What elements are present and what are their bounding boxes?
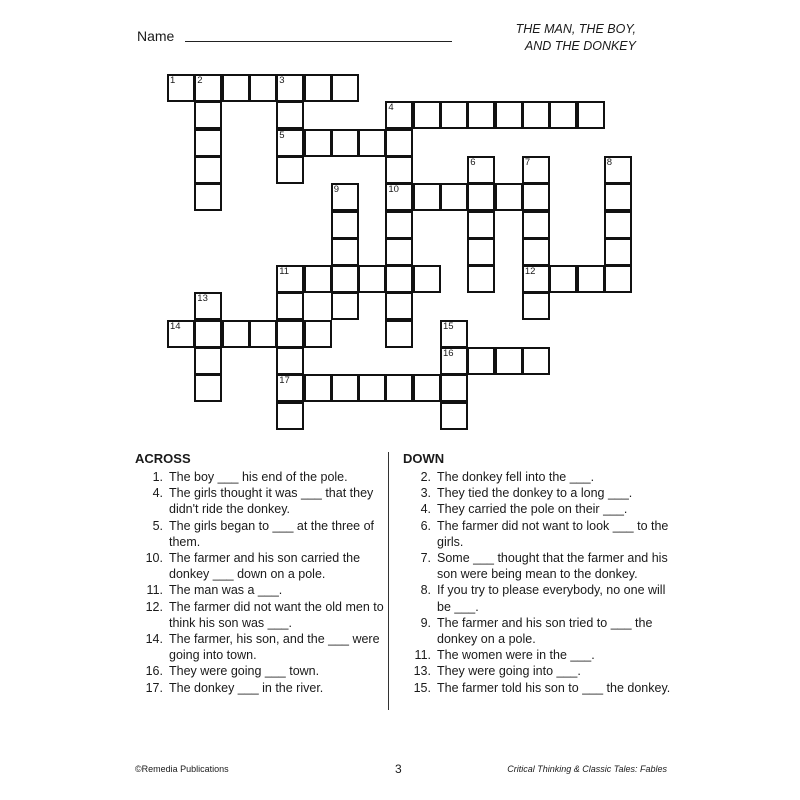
across-clue — [135, 469, 385, 485]
down-clue — [403, 501, 673, 517]
down-clue — [403, 615, 673, 647]
grid-cell[interactable] — [194, 74, 222, 102]
grid-cell[interactable] — [194, 292, 222, 320]
clue-text: They tied the donkey to a long ___. — [437, 486, 633, 501]
down-clue — [403, 469, 673, 485]
grid-cell[interactable] — [522, 183, 550, 211]
grid-cell[interactable] — [358, 129, 386, 157]
grid-cell[interactable] — [577, 265, 605, 293]
clue-number: 4 — [388, 102, 394, 114]
clue-num: 11. — [414, 648, 431, 663]
down-clue — [403, 647, 673, 663]
grid-cell[interactable] — [385, 292, 413, 320]
grid-cell[interactable] — [194, 129, 222, 157]
grid-cell[interactable] — [331, 74, 359, 102]
grid-cell[interactable] — [331, 183, 359, 211]
grid-cell[interactable] — [385, 211, 413, 239]
grid-cell[interactable] — [467, 101, 495, 129]
grid-cell[interactable] — [495, 101, 523, 129]
clue-num: 6. — [420, 518, 431, 533]
across-clue — [135, 599, 385, 631]
grid-cell[interactable] — [577, 101, 605, 129]
grid-cell[interactable] — [276, 292, 304, 320]
down-clues — [403, 450, 673, 696]
clue-number: 1 — [170, 75, 176, 86]
clue-number: 15 — [443, 320, 454, 332]
grid-cell[interactable] — [276, 156, 304, 184]
grid-cell[interactable] — [522, 265, 550, 293]
grid-cell[interactable] — [249, 320, 277, 348]
across-heading: ACROSS — [135, 451, 191, 466]
clue-num: 14. — [145, 632, 163, 647]
clue-number: 7 — [524, 156, 531, 168]
grid-cell[interactable] — [522, 238, 550, 266]
grid-cell[interactable] — [304, 374, 332, 402]
clue-num: 2. — [420, 470, 431, 484]
clue-number: 3 — [279, 75, 285, 86]
grid-cell[interactable] — [440, 402, 468, 430]
grid-cell[interactable] — [522, 347, 550, 375]
clue-text: The farmer did not want to look ___ to the girls. — [437, 518, 669, 549]
clue-num: 5. — [152, 518, 163, 533]
across-clues — [135, 450, 385, 696]
grid-cell[interactable] — [522, 101, 550, 129]
grid-cell[interactable] — [276, 374, 304, 402]
title-line-2: AND THE DONKEY — [524, 39, 636, 53]
grid-cell[interactable] — [604, 156, 632, 184]
publisher-credit: ©Remedia Publications — [135, 764, 229, 774]
down-clue — [403, 582, 673, 614]
clue-text: They were going ___ town. — [169, 664, 320, 679]
grid-cell[interactable] — [385, 156, 413, 184]
grid-cell[interactable] — [167, 320, 195, 348]
clue-number: 13 — [197, 293, 208, 305]
grid-cell[interactable] — [194, 101, 222, 129]
clue-text: Some ___ thought that the farmer and his son were being mean to the donkey. — [437, 551, 668, 582]
grid-cell[interactable] — [440, 101, 468, 129]
grid-cell[interactable] — [276, 101, 304, 129]
grid-cell[interactable] — [467, 347, 495, 375]
down-list — [403, 469, 673, 696]
down-heading: DOWN — [403, 451, 445, 466]
clue-text: The farmer, his son, and the ___ were going into town. — [169, 632, 380, 663]
grid-cell[interactable] — [385, 101, 413, 129]
across-clue — [135, 485, 385, 517]
grid-cell[interactable] — [194, 320, 222, 348]
grid-cell[interactable] — [549, 101, 577, 129]
grid-cell[interactable] — [413, 374, 441, 402]
grid-cell[interactable] — [304, 74, 332, 102]
clue-text: The man was a ___. — [169, 583, 283, 598]
grid-cell[interactable] — [331, 238, 359, 266]
clue-text: The boy ___ his end of the pole. — [169, 470, 348, 484]
grid-cell[interactable] — [222, 320, 250, 348]
clue-num: 4. — [420, 502, 431, 517]
grid-cell[interactable] — [413, 183, 441, 211]
clue-num: 16. — [145, 664, 163, 679]
across-clue — [135, 631, 385, 663]
clue-number: 2 — [197, 75, 203, 86]
grid-cell[interactable] — [495, 347, 523, 375]
grid-cell[interactable] — [549, 265, 577, 293]
grid-cell[interactable] — [495, 183, 523, 211]
clue-num: 11. — [146, 583, 163, 598]
grid-cell[interactable] — [467, 156, 495, 184]
across-clue — [135, 582, 385, 598]
clue-num: 10. — [145, 551, 163, 566]
grid-cell[interactable] — [385, 238, 413, 266]
grid-cell[interactable] — [385, 320, 413, 348]
clue-text: The donkey fell into the ___. — [437, 470, 595, 484]
grid-cell[interactable] — [167, 74, 195, 102]
grid-cell[interactable] — [222, 74, 250, 102]
grid-cell[interactable] — [385, 129, 413, 157]
grid-cell[interactable] — [304, 129, 332, 157]
name-label: Name — [137, 28, 175, 44]
clue-num: 4. — [152, 486, 163, 501]
grid-cell[interactable] — [440, 347, 468, 375]
down-clue — [403, 663, 673, 679]
grid-cell[interactable] — [604, 265, 632, 293]
grid-cell[interactable] — [440, 374, 468, 402]
grid-cell[interactable] — [331, 129, 359, 157]
clue-num: 8. — [420, 583, 431, 598]
book-title: Critical Thinking & Classic Tales: Fables — [507, 764, 667, 774]
grid-cell[interactable] — [276, 129, 304, 157]
clue-num: 13. — [413, 664, 431, 679]
clue-text: The girls began to ___ at the three of them. — [169, 518, 374, 549]
clue-num: 1. — [152, 470, 163, 484]
clue-number: 12 — [524, 266, 536, 278]
title-line-1: THE MAN, THE BOY, — [515, 22, 636, 36]
grid-cell[interactable] — [304, 265, 332, 293]
grid-cell[interactable] — [331, 292, 359, 320]
grid-cell[interactable] — [331, 265, 359, 293]
grid-cell[interactable] — [467, 183, 495, 211]
grid-cell[interactable] — [385, 183, 413, 211]
grid-cell[interactable] — [331, 211, 359, 239]
clue-number: 17 — [279, 375, 290, 387]
down-clue — [403, 680, 673, 696]
grid-cell[interactable] — [194, 183, 222, 211]
grid-cell[interactable] — [522, 292, 550, 320]
clue-text: The farmer told his son to ___ the donkey. — [437, 680, 671, 695]
clue-text: The farmer and his son carried the donkey ___ down on a pole. — [169, 551, 361, 582]
clue-text: The farmer and his son tried to ___ the donkey on a pole. — [437, 615, 653, 647]
grid-cell[interactable] — [276, 402, 304, 430]
across-clue — [135, 550, 385, 582]
clue-number: 6 — [470, 156, 476, 168]
grid-cell[interactable] — [385, 374, 413, 402]
grid-cell[interactable] — [604, 238, 632, 266]
grid-cell[interactable] — [440, 183, 468, 211]
grid-cell[interactable] — [604, 183, 632, 211]
grid-cell[interactable] — [304, 320, 332, 348]
clue-text: The girls thought it was ___ that they didn't ride the donkey. — [169, 486, 374, 517]
clue-text: If you try to please everybody, no one will be ___. — [437, 583, 666, 614]
clue-text: They were going into ___. — [437, 664, 581, 679]
grid-cell[interactable] — [413, 265, 441, 293]
grid-cell[interactable] — [522, 156, 550, 184]
clue-number: 10 — [388, 184, 399, 196]
across-clue — [135, 663, 385, 679]
clue-number: 9 — [333, 184, 340, 196]
grid-cell[interactable] — [331, 374, 359, 402]
grid-cell[interactable] — [194, 347, 222, 375]
down-clue — [403, 550, 673, 582]
grid-cell[interactable] — [276, 347, 304, 375]
clue-number: 8 — [606, 156, 613, 168]
grid-cell[interactable] — [276, 74, 304, 102]
grid-cell[interactable] — [522, 211, 550, 239]
clue-number: 16 — [443, 348, 454, 359]
grid-cell[interactable] — [194, 374, 222, 402]
clue-text: The women were in the ___. — [437, 648, 595, 663]
clue-text: They carried the pole on their ___. — [437, 502, 628, 517]
across-clue — [135, 518, 385, 550]
grid-cell[interactable] — [249, 74, 277, 102]
column-divider — [388, 452, 389, 710]
grid-cell[interactable] — [413, 101, 441, 129]
grid-cell[interactable] — [604, 211, 632, 239]
clue-num: 7. — [420, 551, 431, 566]
page-number: 3 — [395, 762, 402, 776]
clue-num: 15. — [413, 680, 431, 695]
clue-number: 5 — [279, 129, 285, 141]
grid-cell[interactable] — [467, 265, 495, 293]
grid-cell[interactable] — [467, 211, 495, 239]
clue-text: The farmer did not want the old men to think his son was ___. — [169, 599, 384, 630]
across-clue — [135, 680, 385, 696]
grid-cell[interactable] — [358, 265, 386, 293]
clue-num: 9. — [420, 615, 431, 630]
clue-num: 3. — [420, 486, 431, 501]
clue-number: 11 — [279, 266, 290, 278]
grid-cell[interactable] — [358, 374, 386, 402]
down-clue — [403, 518, 673, 550]
down-clue — [403, 485, 673, 501]
clue-num: 12. — [145, 599, 163, 614]
across-list — [135, 469, 385, 696]
clue-num: 17. — [145, 680, 163, 695]
clue-text: The donkey ___ in the river. — [169, 680, 324, 695]
grid-cell[interactable] — [276, 265, 304, 293]
grid-cell[interactable] — [467, 238, 495, 266]
grid-cell[interactable] — [194, 156, 222, 184]
grid-cell[interactable] — [276, 320, 304, 348]
clue-number: 14 — [170, 320, 181, 332]
grid-cell[interactable] — [385, 265, 413, 293]
grid-cell[interactable] — [440, 320, 468, 348]
